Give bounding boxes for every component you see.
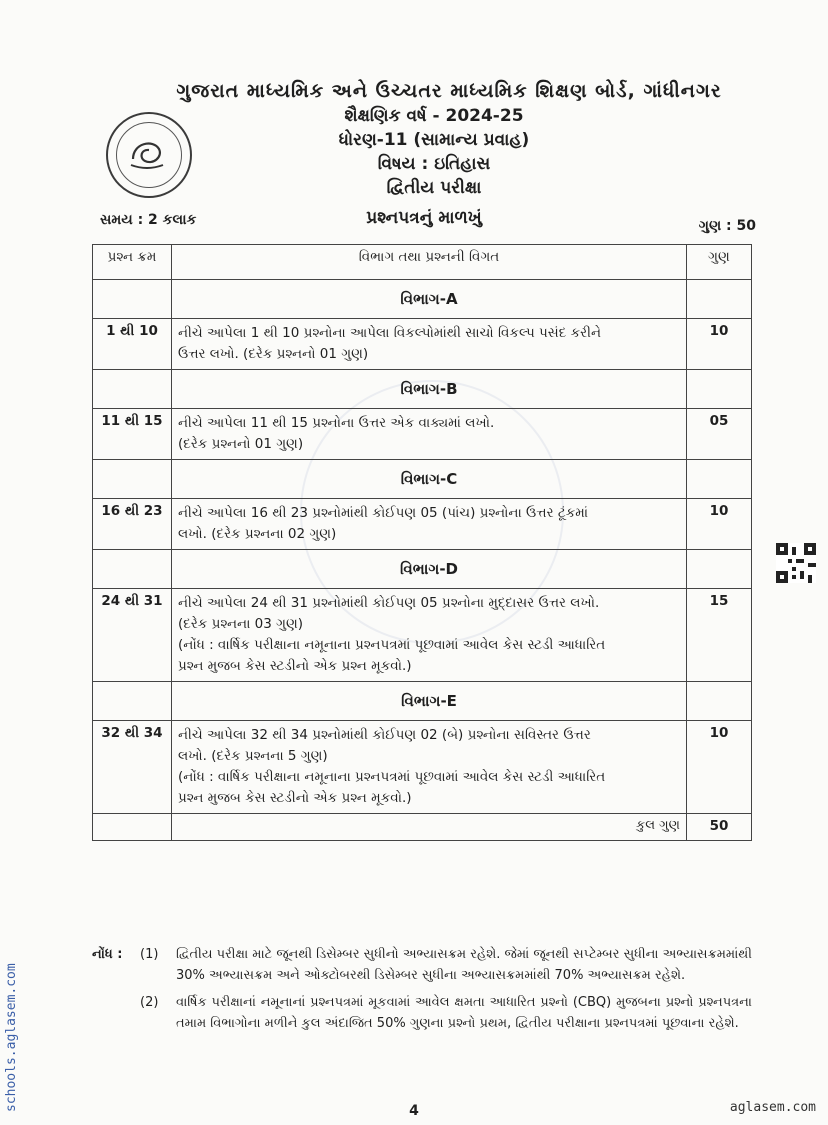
desc-line: લખો. (દરેક પ્રશ્નના 02 ગુણ) — [178, 526, 337, 542]
note-number: (1) — [140, 947, 159, 962]
total-label: કુલ ગુણ — [172, 814, 687, 841]
desc-line: ઉત્તર લખો. (દરેક પ્રશ્નનો 01 ગુણ) — [178, 346, 369, 362]
note-text: વાર્ષિક પરીક્ષાનાં નમૂનાનાં પ્રશ્નપત્રમાં મૂકવામાં આવેલ ક્ષમતા આધારિત પ્રશ્નો (CBQ) મુજબના પ્રશ્નો પ્રશ્નપત્રના તમામ વિભાગોના મળીને કુલ અંદાજિત 50% ગુણના પ્રશ્નો પ્રથમ, દ્વિતીય પરીક્ષાના પ્રશ્નપત્રમાં પૂછવાના રહેશે. — [176, 995, 752, 1031]
section-marks: 15 — [687, 589, 752, 682]
table-row — [93, 721, 752, 814]
exam-duration: સમય : 2 કલાક — [100, 212, 197, 228]
section-description — [172, 319, 687, 370]
desc-line: પ્રશ્ન મુજબ કેસ સ્ટડીનો એક પ્રશ્ન મૂકવો.) — [178, 790, 412, 806]
note-number: (2) — [140, 995, 159, 1010]
note-item — [92, 992, 752, 1034]
section-title: વિભાગ-A — [172, 280, 687, 319]
header-question-no: પ્રશ્ન ક્રમ — [93, 245, 172, 280]
section-marks: 10 — [687, 721, 752, 814]
section-title-row — [93, 460, 752, 499]
desc-line: નીચે આપેલા 24 થી 31 પ્રશ્નોમાંથી કોઈપણ 05 પ્રશ્નોના મુદ્દાસર ઉત્તર લખો. — [178, 595, 600, 611]
desc-line: નીચે આપેલા 1 થી 10 પ્રશ્નોના આપેલા વિકલ્પોમાંથી સાચો વિકલ્પ પસંદ કરીને — [178, 325, 601, 341]
section-marks: 05 — [687, 409, 752, 460]
section-title-row — [93, 280, 752, 319]
desc-line: (નોંધ : વાર્ષિક પરીક્ષાના નમૂનાના પ્રશ્નપત્રમાં પૂછવામાં આવેલ કેસ સ્ટડી આધારિત — [178, 769, 606, 785]
section-description — [172, 589, 687, 682]
desc-line: પ્રશ્ન મુજબ કેસ સ્ટડીનો એક પ્રશ્ન મૂકવો.) — [178, 658, 412, 674]
note-text: દ્વિતીય પરીક્ષા માટે જૂનથી ડિસેમ્બર સુધીનો અભ્યાસક્રમ રહેશે. જેમાં જૂનથી સપ્ટેમ્બર સુધીના અભ્યાસક્રમમાંથી 30% અભ્યાસક્રમ અને ઓક્ટોબરથી ડિસેમ્બર સુધીના અભ્યાસક્રમમાંથી 70% અભ્યાસક્રમ રહેશે. — [176, 947, 752, 983]
standard: ધોરણ-11 (સામાન્ય પ્રવાહ) — [338, 130, 530, 150]
section-title: વિભાગ-D — [172, 550, 687, 589]
question-range: 16 થી 23 — [93, 499, 172, 550]
table-row — [93, 499, 752, 550]
section-title: વિભાગ-E — [172, 682, 687, 721]
desc-line: નીચે આપેલા 16 થી 23 પ્રશ્નોમાંથી કોઈપણ 05 (પાંચ) પ્રશ્નોના ઉત્તર ટૂંકમાં — [178, 505, 589, 521]
document-header — [100, 78, 768, 200]
qr-code-icon — [776, 543, 816, 583]
table-row — [93, 319, 752, 370]
table-row — [93, 409, 752, 460]
watermark-site: aglasem.com — [729, 1100, 816, 1115]
desc-line: નીચે આપેલા 11 થી 15 પ્રશ્નોના ઉત્તર એક વાક્યમાં લખો. — [178, 415, 495, 431]
desc-line: (નોંધ : વાર્ષિક પરીક્ષાના નમૂનાના પ્રશ્નપત્રમાં પૂછવામાં આવેલ કેસ સ્ટડી આધારિત — [178, 637, 606, 653]
desc-line: (દરેક પ્રશ્નનો 01 ગુણ) — [178, 436, 304, 452]
question-range: 11 થી 15 — [93, 409, 172, 460]
header-marks: ગુણ — [687, 245, 752, 280]
question-range: 32 થી 34 — [93, 721, 172, 814]
desc-line: નીચે આપેલા 32 થી 34 પ્રશ્નોમાંથી કોઈપણ 02 (બે) પ્રશ્નોના સવિસ્તર ઉત્તર — [178, 727, 591, 743]
page-number: 4 — [409, 1103, 419, 1119]
subject: વિષય : ઇતિહાસ — [377, 154, 491, 174]
question-range: 24 થી 31 — [93, 589, 172, 682]
section-title-row — [93, 370, 752, 409]
question-range: 1 થી 10 — [93, 319, 172, 370]
watermark-side: schools.aglasem.com — [4, 963, 19, 1112]
note-item — [92, 944, 752, 986]
section-title-row — [93, 682, 752, 721]
table-row — [93, 589, 752, 682]
section-title: વિભાગ-C — [172, 460, 687, 499]
section-marks: 10 — [687, 499, 752, 550]
desc-line: લખો. (દરેક પ્રશ્નના 5 ગુણ) — [178, 748, 328, 764]
section-title: વિભાગ-B — [172, 370, 687, 409]
total-row — [93, 814, 752, 841]
academic-year: શૈક્ષણિક વર્ષ - 2024-25 — [344, 106, 524, 126]
section-title-row — [93, 550, 752, 589]
blueprint-title: પ્રશ્નપત્રનું માળખું — [366, 208, 482, 228]
board-name: ગુજરાત માધ્યમિક અને ઉચ્ચતર માધ્યમિક શિક્ષણ બોર્ડ, ગાંધીનગર — [176, 80, 722, 102]
exam-total-marks: ગુણ : 50 — [698, 218, 756, 234]
section-description — [172, 499, 687, 550]
notes-section — [92, 944, 752, 1040]
section-description — [172, 409, 687, 460]
section-description — [172, 721, 687, 814]
section-marks: 10 — [687, 319, 752, 370]
total-marks: 50 — [687, 814, 752, 841]
header-description: વિભાગ તથા પ્રશ્નની વિગત — [172, 245, 687, 280]
exam-name: દ્વિતીય પરીક્ષા — [386, 178, 482, 198]
table-header-row — [93, 245, 752, 280]
notes-heading: નોંધ : — [92, 947, 123, 962]
desc-line: (દરેક પ્રશ્નના 03 ગુણ) — [178, 616, 304, 632]
blueprint-table — [92, 244, 752, 841]
